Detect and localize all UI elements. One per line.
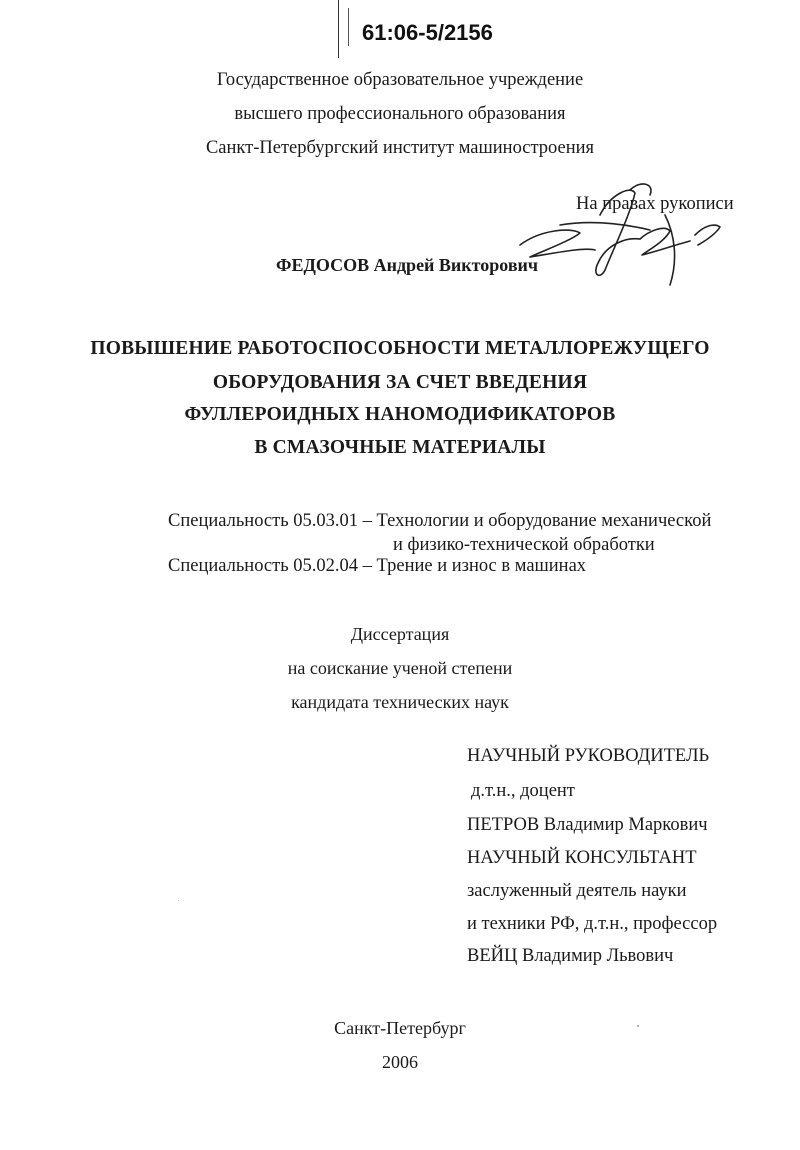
signature-icon bbox=[500, 175, 730, 295]
dissertation-degree-line: на соискание ученой степени bbox=[287, 658, 513, 678]
consultant-heading: НАУЧНЫЙ КОНСУЛЬТАНТ bbox=[467, 848, 697, 868]
footer-city: Санкт-Петербург bbox=[334, 1018, 466, 1038]
consultant-title-line-2: и техники РФ, д.т.н., профессор bbox=[467, 914, 718, 934]
institution-line-1: Государственное образовательное учреждение bbox=[216, 70, 584, 90]
scan-speck bbox=[637, 1025, 639, 1027]
scan-speck bbox=[178, 900, 179, 901]
thesis-title-line-1: ПОВЫШЕНИЕ РАБОТОСПОСОБНОСТИ МЕТАЛЛОРЕЖУЩЕГО bbox=[90, 338, 710, 359]
author-name: ФЕДОСОВ Андрей Викторович bbox=[276, 255, 539, 275]
supervisor-heading: НАУЧНЫЙ РУКОВОДИТЕЛЬ bbox=[467, 746, 710, 766]
footer-year: 2006 bbox=[382, 1052, 418, 1072]
registration-number: 61:06-5/2156 bbox=[362, 20, 493, 45]
dissertation-label: Диссертация bbox=[350, 624, 450, 644]
manuscript-note: На правах рукописи bbox=[576, 194, 734, 214]
specialty-2: Специальность 05.02.04 – Трение и износ в машинах bbox=[168, 556, 587, 576]
institution-line-2: высшего профессионального образования bbox=[234, 104, 566, 124]
supervisor-name: ПЕТРОВ Владимир Маркович bbox=[467, 815, 708, 835]
institution-line-3: Санкт-Петербургский институт машиностроения bbox=[205, 138, 595, 158]
consultant-name: ВЕЙЦ Владимир Львович bbox=[467, 946, 674, 966]
thesis-title-line-2: ОБОРУДОВАНИЯ ЗА СЧЕТ ВВЕДЕНИЯ bbox=[212, 372, 588, 393]
dissertation-field-line: кандидата технических наук bbox=[291, 692, 509, 712]
thesis-title-line-4: В СМАЗОЧНЫЕ МАТЕРИАЛЫ bbox=[254, 437, 546, 458]
thesis-title-line-3: ФУЛЛЕРОИДНЫХ НАНОМОДИФИКАТОРОВ bbox=[184, 404, 616, 425]
consultant-title-line-1: заслуженный деятель науки bbox=[467, 881, 687, 901]
binding-line-secondary bbox=[348, 8, 349, 46]
binding-line bbox=[338, 0, 339, 58]
supervisor-degree: д.т.н., доцент bbox=[471, 781, 575, 801]
specialty-1-continued: и физико-технической обработки bbox=[393, 535, 655, 555]
specialty-1: Специальность 05.03.01 – Технологии и оборудование механической bbox=[168, 511, 712, 531]
